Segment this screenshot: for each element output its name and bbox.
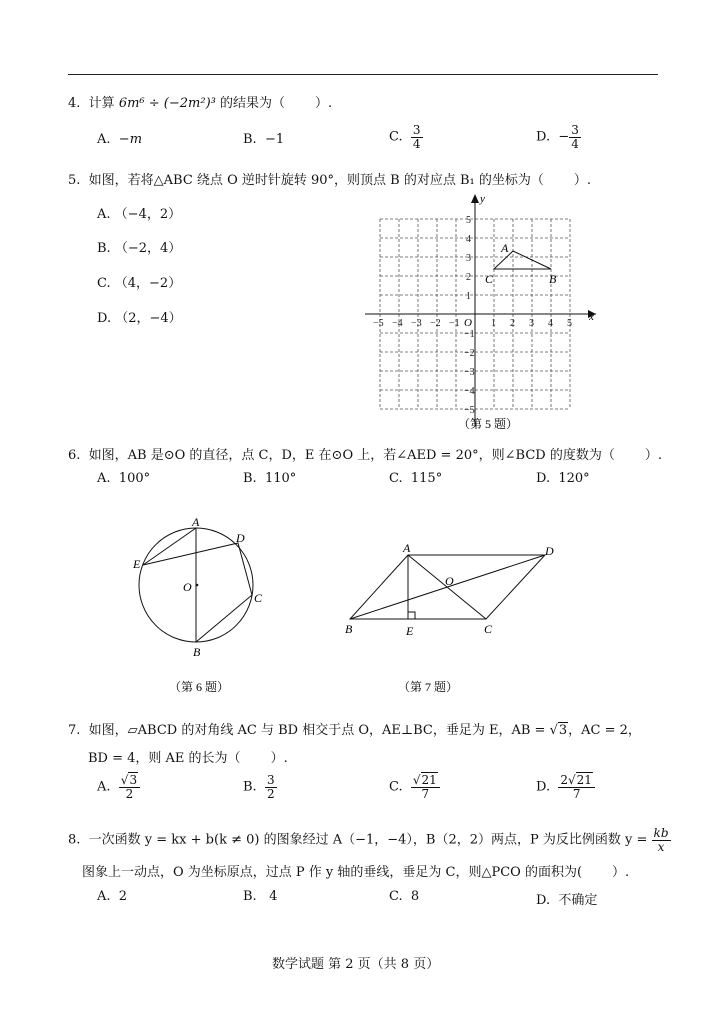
q7-label-b: B <box>345 622 353 636</box>
x-tick-label: 3 <box>529 318 534 329</box>
origin-label: O <box>464 317 472 329</box>
q5-coordinate-figure <box>360 190 600 435</box>
x-tick-label: 4 <box>548 318 553 329</box>
q7-parallelogram-figure <box>335 535 565 700</box>
q6-option-d: D. 120° <box>536 471 590 486</box>
header-rule <box>68 74 658 75</box>
q6-option-a: A. 100° <box>97 471 151 486</box>
y-axis-arrow-icon <box>471 194 479 203</box>
y-tick-label: 2 <box>466 272 471 283</box>
q5-option-a: A. （−4，2） <box>97 207 182 222</box>
q7-stem-line2: BD = 4，则 AE 的长为（ ）. <box>88 751 288 766</box>
q7-label-c: C <box>484 622 493 636</box>
q5-option-b: B. （−2，4） <box>97 241 182 256</box>
q7-option-c: C. $\frac{√21}{7}$ <box>389 774 440 800</box>
q5-option-d: D. （2，−4） <box>97 311 182 326</box>
page-footer: 数学试题 第 2 页（共 8 页） <box>272 957 440 972</box>
q7-label-e: E <box>406 624 414 638</box>
q7-label-o: O <box>445 574 454 588</box>
q4-option-d: D. − $\frac{3}{4}$ <box>536 123 579 151</box>
q4-option-c: C. $\frac{3}{4}$ <box>389 123 421 151</box>
y-tick-label: 3 <box>466 253 471 264</box>
x-tick-label: −2 <box>430 318 441 329</box>
y-tick-label: −4 <box>464 386 475 397</box>
q7-label-a: A <box>403 541 411 555</box>
y-tick-label: 4 <box>466 234 471 245</box>
q6-label-e: E <box>133 557 141 571</box>
q6-label-o: O <box>183 580 192 594</box>
q6-option-c: C. 115° <box>389 471 443 486</box>
point-c-label: C <box>485 272 494 286</box>
q6-caption: （第 6 题） <box>169 680 230 694</box>
q8-option-a: A. 2 <box>97 889 128 904</box>
q7-option-a: A. $\frac{√3}{2}$ <box>97 774 140 800</box>
y-tick-label: 1 <box>466 291 471 302</box>
y-tick-label: −2 <box>464 348 475 359</box>
x-tick-label: 1 <box>491 318 496 329</box>
q6-circle-figure <box>125 510 265 700</box>
q6-label-c: C <box>254 591 263 605</box>
q7-option-b: B. $\frac{3}{2}$ <box>243 773 275 801</box>
q8-option-c: C. 8 <box>389 889 420 904</box>
x-tick-label: 2 <box>510 318 515 329</box>
q7-label-d: D <box>545 544 554 558</box>
q6-label-a: A <box>192 515 200 529</box>
right-angle-mark <box>408 612 415 619</box>
y-tick-label: −3 <box>464 367 475 378</box>
x-axis-label: x <box>589 311 594 323</box>
q4-option-b: B. −1 <box>243 132 285 147</box>
y-axis-label: y <box>480 193 485 205</box>
q8-option-d: D. 不确定 <box>536 893 598 908</box>
q7-option-d: D. $\frac{2√21}{7}$ <box>536 774 595 800</box>
point-b-label: B <box>549 272 557 286</box>
q4-option-a: A. −m <box>97 132 143 147</box>
q6-label-d: D <box>236 531 245 545</box>
point-a-label: A <box>501 241 509 255</box>
q7-stem-line1: 7. 如图，▱ABCD 的对角线 AC 与 BD 相交于点 O，AE⊥BC，垂足为 E，AB = √3，AC = 2， <box>68 723 641 738</box>
x-tick-label: 5 <box>567 318 572 329</box>
center-dot <box>196 584 199 587</box>
q8-stem-line2: 图象上一动点，O 为坐标原点，过点 P 作 y 轴的垂线，垂足为 C，则△PCO 的面积为( ）. <box>82 865 630 880</box>
x-tick-label: −1 <box>449 318 460 329</box>
x-tick-label: −4 <box>392 318 403 329</box>
q7-caption: （第 7 题） <box>398 680 459 694</box>
q6-stem: 6. 如图，AB 是⊙O 的直径，点 C，D，E 在⊙O 上，若∠AED = 20°，则∠BCD 的度数为（ ）. <box>68 448 662 463</box>
y-tick-label: −5 <box>464 405 475 416</box>
q5-option-c: C. （4，−2） <box>97 276 182 291</box>
q5-caption: （第 5 题） <box>458 417 519 431</box>
q6-option-b: B. 110° <box>243 471 297 486</box>
q4-stem: 4. 计算 6m⁶ ÷ (−2m²)³ 的结果为（ ）. <box>68 96 333 111</box>
q8-option-b: B. 4 <box>243 889 278 904</box>
x-tick-label: −3 <box>411 318 422 329</box>
q6-label-b: B <box>193 645 201 659</box>
x-tick-label: −5 <box>373 318 384 329</box>
y-tick-label: −1 <box>464 329 475 340</box>
q8-stem-line1: 8. 一次函数 y = kx + b(k ≠ 0) 的图象经过 A（−1，−4），B（2，2）两点，P 为反比例函数 y = $\frac{kb}{x}$ <box>68 826 669 854</box>
q5-stem: 5. 如图，若将△ABC 绕点 O 逆时针旋转 90°，则顶点 B 的对应点 B₁ 的坐标为（ ）. <box>68 173 592 188</box>
y-tick-label: 5 <box>466 215 471 226</box>
